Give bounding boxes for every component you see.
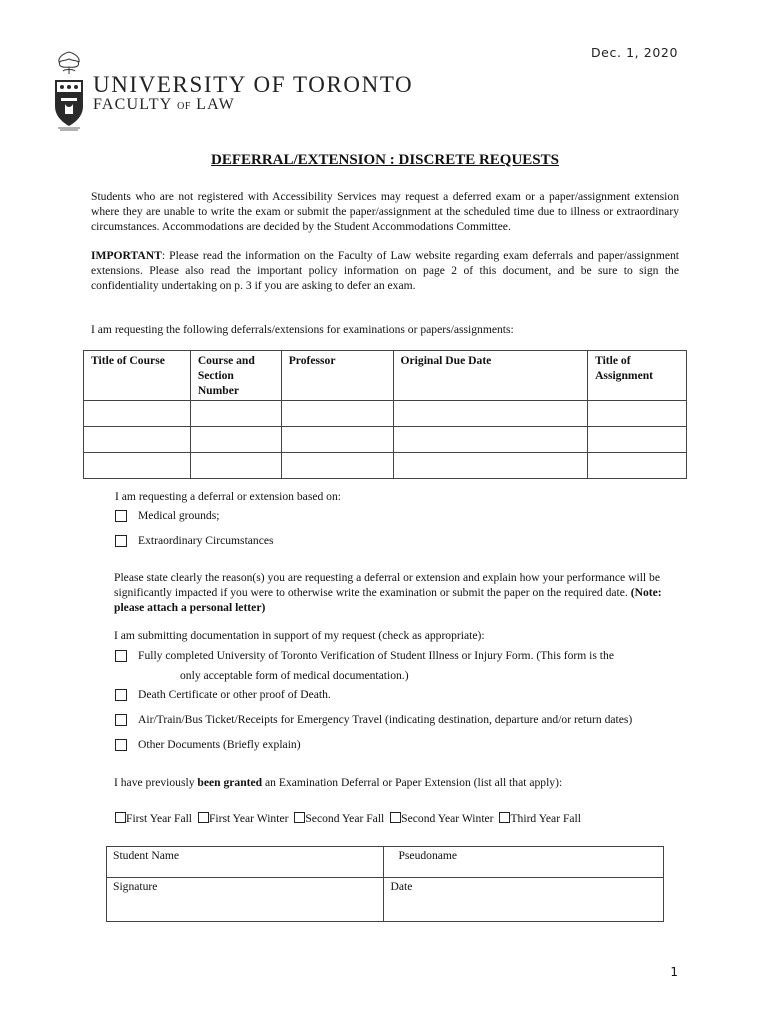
term-checkbox[interactable] <box>198 812 209 823</box>
medical-grounds-label: Medical grounds; <box>138 509 220 522</box>
header-due-date: Original Due Date <box>393 351 588 401</box>
table-cell[interactable] <box>393 453 588 479</box>
term-option[interactable] <box>294 812 384 825</box>
table-cell[interactable] <box>588 427 687 453</box>
table-cell[interactable] <box>588 401 687 427</box>
faculty-name <box>93 96 235 114</box>
important-paragraph <box>91 248 679 293</box>
signature-label: Signature <box>113 880 158 893</box>
header-title-of-assignment: Title of Assignment <box>588 351 687 401</box>
table-cell[interactable] <box>84 401 191 427</box>
signature-table <box>106 846 664 922</box>
term-option[interactable] <box>198 812 289 825</box>
pseudoname-label: Pseudoname <box>398 849 458 862</box>
faculty-word: FACULTY <box>93 96 172 113</box>
table-cell[interactable] <box>281 453 393 479</box>
student-name-label: Student Name <box>113 849 180 862</box>
other-documents-checkbox[interactable] <box>115 739 127 751</box>
faculty-law-word: LAW <box>196 96 235 113</box>
table-row <box>84 427 687 453</box>
requesting-statement: I am requesting the following deferrals/extensions for examinations or papers/assignments: <box>91 323 514 336</box>
table-cell[interactable] <box>84 427 191 453</box>
term-option[interactable] <box>390 812 493 825</box>
table-row <box>107 878 664 922</box>
reasons-text: Please state clearly the reason(s) you are requesting a deferral or extension and explain how your performance will be significantly impacted if you were to otherwise write the examination or submit the paper on the required date. <box>114 571 660 599</box>
term-checkbox[interactable] <box>115 812 126 823</box>
intro-paragraph: Students who are not registered with Accessibility Services may request a deferred exam or a paper/assignment extension where they are unable to write the exam or submit the paper/assignment at the scheduled time due to illness or extraordinary circumstances. Accommodations are decided by the Student Accommodations Committee. <box>91 190 679 233</box>
term-label: Third Year Fall <box>510 812 581 825</box>
verification-form-checkbox[interactable] <box>115 650 127 662</box>
table-cell[interactable] <box>281 427 393 453</box>
course-request-table <box>83 350 687 479</box>
table-cell[interactable] <box>84 453 191 479</box>
term-checkbox[interactable] <box>294 812 305 823</box>
verification-form-label-cont: only acceptable form of medical documentation.) <box>180 669 409 682</box>
previous-before: I have previously <box>114 776 198 789</box>
term-option[interactable] <box>499 812 581 825</box>
emergency-travel-label: Air/Train/Bus Ticket/Receipts for Emergency Travel (indicating destination, departure and/or return dates) <box>138 713 633 726</box>
header-professor: Professor <box>281 351 393 401</box>
faculty-of-word: OF <box>177 101 191 112</box>
student-name-field[interactable] <box>107 847 384 878</box>
important-text: : Please read the information on the Faculty of Law website regarding exam deferrals and paper/assignment extensions. Please also read the important policy information on page 2 of this document, and be sure to sign the confidentiality undertaking on p. 3 if you are asking to defer an exam. <box>91 249 679 292</box>
table-cell[interactable] <box>393 401 588 427</box>
university-name: UNIVERSITY OF TORONTO <box>93 72 414 97</box>
grounds-intro: I am requesting a deferral or extension based on: <box>115 490 341 503</box>
page-number: 1 <box>670 965 678 979</box>
table-row <box>107 847 664 878</box>
signature-field[interactable] <box>107 878 384 922</box>
table-cell[interactable] <box>393 427 588 453</box>
previous-terms-row <box>115 812 584 825</box>
important-label: IMPORTANT <box>91 249 162 262</box>
extraordinary-circumstances-checkbox[interactable] <box>115 535 127 547</box>
table-cell[interactable] <box>190 401 281 427</box>
pseudoname-field[interactable] <box>384 847 664 878</box>
term-label: Second Year Fall <box>305 812 385 825</box>
table-cell[interactable] <box>281 401 393 427</box>
table-cell[interactable] <box>190 453 281 479</box>
death-certificate-label: Death Certificate or other proof of Death. <box>138 688 331 701</box>
table-cell[interactable] <box>190 427 281 453</box>
verification-form-label: Fully completed University of Toronto Verification of Student Illness or Injury Form. (This form is the <box>138 649 614 662</box>
term-label: First Year Fall <box>126 812 193 825</box>
header-title-of-course: Title of Course <box>84 351 191 401</box>
table-cell[interactable] <box>588 453 687 479</box>
reasons-note: (Note: please attach a personal letter) <box>114 586 662 614</box>
medical-grounds-checkbox[interactable] <box>115 510 127 522</box>
university-crest-logo <box>50 48 88 132</box>
term-checkbox[interactable] <box>390 812 401 823</box>
header-course-section: Course and Section Number <box>190 351 281 401</box>
other-documents-label: Other Documents (Briefly explain) <box>138 738 301 751</box>
table-row <box>84 453 687 479</box>
table-header-row <box>84 351 687 401</box>
date-field[interactable] <box>384 878 664 922</box>
table-row <box>84 401 687 427</box>
death-certificate-checkbox[interactable] <box>115 689 127 701</box>
previously-granted-statement <box>114 776 562 789</box>
document-title: DEFERRAL/EXTENSION : DISCRETE REQUESTS <box>210 152 559 168</box>
term-checkbox[interactable] <box>499 812 510 823</box>
term-option[interactable] <box>115 812 192 825</box>
previous-after: an Examination Deferral or Paper Extension (list all that apply): <box>262 776 563 789</box>
extraordinary-circumstances-label: Extraordinary Circumstances <box>138 534 274 547</box>
previous-bold: been granted <box>197 776 263 789</box>
date-label: Date <box>390 880 413 893</box>
term-label: First Year Winter <box>208 812 289 825</box>
document-date: Dec. 1, 2020 <box>590 45 678 60</box>
emergency-travel-checkbox[interactable] <box>115 714 127 726</box>
term-label: Second Year Winter <box>401 812 494 825</box>
documentation-intro: I am submitting documentation in support of my request (check as appropriate): <box>114 629 485 642</box>
reasons-paragraph <box>114 570 674 615</box>
